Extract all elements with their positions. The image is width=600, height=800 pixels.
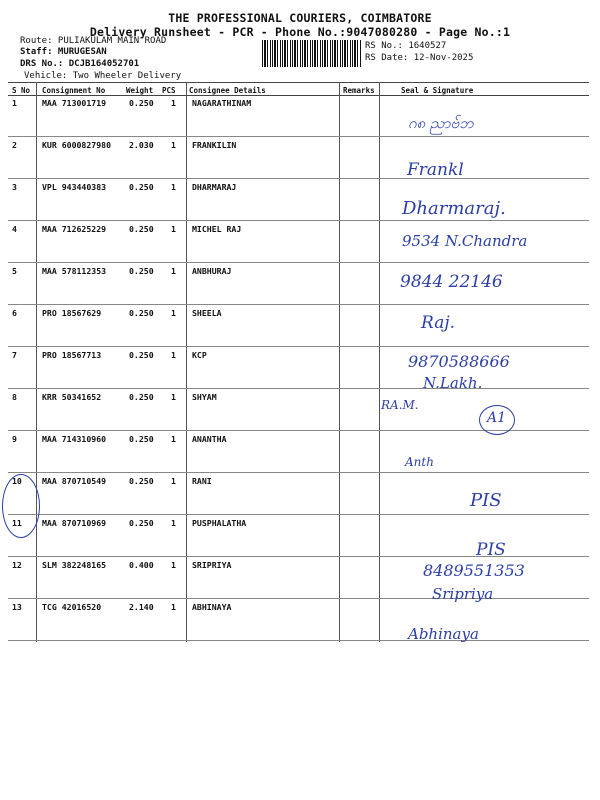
- col-divider: [339, 82, 340, 642]
- barcode: [262, 40, 362, 67]
- signature: RA.M.: [381, 398, 419, 412]
- row-pcs: 1: [171, 98, 176, 108]
- col-header-pcs: PCS: [162, 86, 176, 95]
- row-consignment-no: VPL 943440383: [42, 182, 107, 192]
- col-header-sno: S No: [12, 86, 31, 95]
- row-consignment-no: MAA 870710549: [42, 476, 107, 486]
- table-header-line: [8, 95, 589, 96]
- col-divider: [379, 82, 380, 642]
- row-pcs: 1: [171, 350, 176, 360]
- signature: 9870588666: [408, 352, 510, 371]
- row-consignee: SRIPRIYA: [192, 560, 232, 570]
- row-pcs: 1: [171, 308, 176, 318]
- signature: Frankl: [407, 160, 464, 180]
- row-divider: [8, 346, 589, 347]
- row-consignment-no: MAA 712625229: [42, 224, 107, 234]
- row-consignee: ABHINAYA: [192, 602, 232, 612]
- row-pcs: 1: [171, 518, 176, 528]
- row-serial: 11: [12, 518, 22, 528]
- row-pcs: 1: [171, 182, 176, 192]
- drs-label: DRS No.: DCJB164052701: [20, 59, 140, 69]
- row-consignment-no: MAA 714310960: [42, 434, 107, 444]
- row-circle-mark: [2, 474, 40, 538]
- signature: ဂ၈ ညာဗ်ဘ: [408, 114, 474, 132]
- row-pcs: 1: [171, 560, 176, 570]
- signature: A1: [487, 410, 507, 426]
- row-serial: 5: [12, 266, 17, 276]
- row-consignee: KCP: [192, 350, 207, 360]
- row-serial: 12: [12, 560, 22, 570]
- col-divider: [186, 82, 187, 642]
- row-weight: 0.250: [129, 224, 154, 234]
- row-divider: [8, 136, 589, 137]
- row-weight: 0.250: [129, 434, 154, 444]
- signature: 8489551353: [423, 561, 525, 580]
- row-divider: [8, 598, 589, 599]
- signature: 9534 N.Chandra: [402, 232, 528, 250]
- row-divider: [8, 388, 589, 389]
- row-serial: 2: [12, 140, 17, 150]
- col-header-weight: Weight: [126, 86, 154, 95]
- row-serial: 9: [12, 434, 17, 444]
- row-pcs: 1: [171, 392, 176, 402]
- row-weight: 0.250: [129, 308, 154, 318]
- row-divider: [8, 220, 589, 221]
- col-header-consignment: Consignment No: [42, 86, 106, 95]
- col-header-consignee: Consignee Details: [189, 86, 266, 95]
- row-consignment-no: KRR 50341652: [42, 392, 102, 402]
- row-weight: 0.250: [129, 98, 154, 108]
- row-consignee: ANANTHA: [192, 434, 227, 444]
- row-weight: 0.250: [129, 350, 154, 360]
- col-header-seal: Seal & Signature: [401, 86, 474, 95]
- signature: PIS: [476, 540, 506, 560]
- row-consignee: FRANKILIN: [192, 140, 237, 150]
- signature: Sripriya: [432, 585, 494, 603]
- row-serial: 7: [12, 350, 17, 360]
- row-consignment-no: PRO 18567629: [42, 308, 102, 318]
- row-serial: 10: [12, 476, 22, 486]
- row-divider: [8, 472, 589, 473]
- row-divider: [8, 514, 589, 515]
- row-consignee: SHEELA: [192, 308, 222, 318]
- row-weight: 0.250: [129, 476, 154, 486]
- row-weight: 0.250: [129, 266, 154, 276]
- row-serial: 13: [12, 602, 22, 612]
- row-consignee: ANBHURAJ: [192, 266, 232, 276]
- row-weight: 0.400: [129, 560, 154, 570]
- row-pcs: 1: [171, 434, 176, 444]
- row-divider: [8, 304, 589, 305]
- row-weight: 2.140: [129, 602, 154, 612]
- row-consignee: RANI: [192, 476, 212, 486]
- row-weight: 0.250: [129, 392, 154, 402]
- col-header-remarks: Remarks: [343, 86, 375, 95]
- runsheet-subtitle: Delivery Runsheet - PCR - Phone No.:9047080280 - Page No.:1: [89, 25, 511, 39]
- rs-date: RS Date: 12-Nov-2025: [365, 53, 474, 63]
- row-weight: 2.030: [129, 140, 154, 150]
- row-consignee: SHYAM: [192, 392, 217, 402]
- row-serial: 3: [12, 182, 17, 192]
- row-pcs: 1: [171, 602, 176, 612]
- signature: Anth: [405, 455, 434, 469]
- row-serial: 4: [12, 224, 17, 234]
- row-consignment-no: TCG 42016520: [42, 602, 102, 612]
- row-serial: 1: [12, 98, 17, 108]
- row-pcs: 1: [171, 224, 176, 234]
- row-consignee: NAGARATHINAM: [192, 98, 252, 108]
- table-top-line: [8, 82, 589, 83]
- signature: PIS: [470, 490, 502, 511]
- row-consignee: PUSPHALATHA: [192, 518, 247, 528]
- row-divider: [8, 640, 589, 641]
- row-serial: 6: [12, 308, 17, 318]
- row-consignment-no: MAA 870710969: [42, 518, 107, 528]
- row-consignment-no: MAA 713001719: [42, 98, 107, 108]
- row-pcs: 1: [171, 140, 176, 150]
- row-consignee: MICHEL RAJ: [192, 224, 242, 234]
- vehicle-label: Vehicle: Two Wheeler Delivery: [24, 71, 182, 81]
- company-title: THE PROFESSIONAL COURIERS, COIMBATORE: [168, 11, 432, 25]
- row-weight: 0.250: [129, 518, 154, 528]
- signature: N.Lakh.: [423, 374, 483, 392]
- row-consignee: DHARMARAJ: [192, 182, 237, 192]
- staff-label: Staff: MURUGESAN: [20, 47, 107, 57]
- signature: Dharmaraj.: [402, 198, 506, 219]
- row-consignment-no: KUR 6000827980: [42, 140, 112, 150]
- col-divider: [36, 82, 37, 642]
- signature: Raj.: [421, 313, 455, 333]
- row-serial: 8: [12, 392, 17, 402]
- row-pcs: 1: [171, 476, 176, 486]
- row-pcs: 1: [171, 266, 176, 276]
- row-divider: [8, 262, 589, 263]
- route-label: Route: PULIAKULAM MAIN ROAD: [20, 36, 167, 46]
- row-divider: [8, 178, 589, 179]
- signature: 9844 22146: [400, 272, 503, 292]
- row-consignment-no: MAA 578112353: [42, 266, 107, 276]
- row-weight: 0.250: [129, 182, 154, 192]
- row-consignment-no: SLM 382248165: [42, 560, 107, 570]
- rs-number: RS No.: 1640527: [365, 41, 447, 51]
- row-consignment-no: PRO 18567713: [42, 350, 102, 360]
- signature: Abhinaya: [408, 625, 479, 643]
